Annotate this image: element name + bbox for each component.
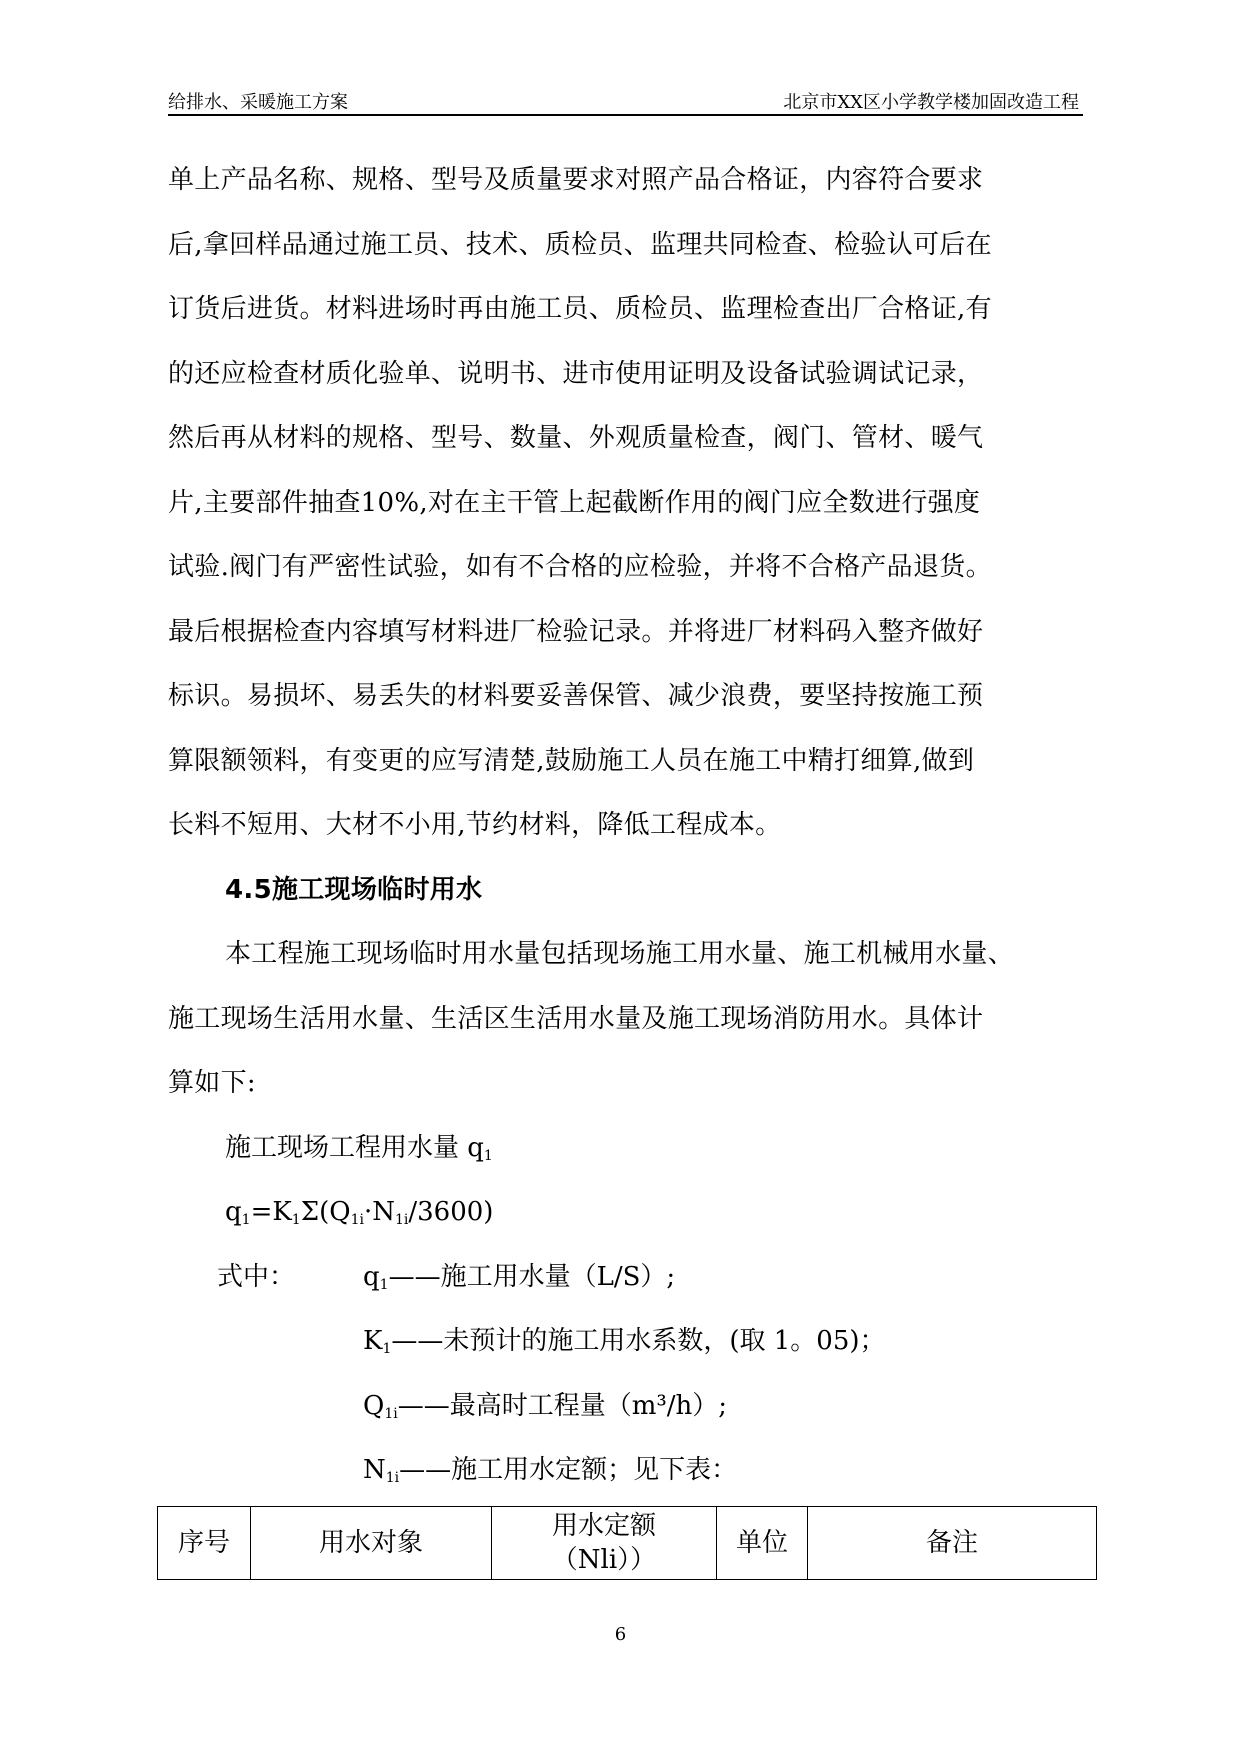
table-header-cell: 序号 [158, 1507, 251, 1580]
paragraph-line: 最后根据检查内容填写材料进厂检验记录。并将进厂材料码入整齐做好 [168, 616, 984, 647]
paragraph-line: 后,拿回样品通过施工员、技术、质检员、监理共同检查、检验认可后在 [168, 229, 992, 260]
formula-definition-n1i: $N_{1i}——$施工用水定额；见下表： [363, 1455, 738, 1486]
paragraph-line: 算限额领料，有变更的应写清楚,鼓励施工人员在施工中精打细算,做到 [168, 745, 975, 776]
paragraph-line: 的还应检查材质化验单、说明书、进市使用证明及设备试验调试记录， [168, 358, 984, 389]
paragraph-line: 标识。易损坏、易丢失的材料要妥善保管、减少浪费，要坚持按施工预 [168, 681, 984, 711]
formula-definition-q1i: $Q_{1i}——$最高时工程量（m³/h）; [363, 1390, 728, 1422]
formula-definition-k1: $K_1——$未预计的施工用水系数，(取 1。05)； [363, 1326, 886, 1357]
intro-line: 本工程施工现场临时用水量包括现场施工用水量、施工机械用水量、 [225, 939, 1015, 969]
paragraph-line: 片,主要部件抽查10%,对在主干管上起截断作用的阀门应全数进行强度 [168, 487, 981, 518]
section-heading: 4.5施工现场临时用水 [225, 874, 483, 905]
document-body [168, 160, 1083, 1515]
formula-definition-q1: 式中： $q_1——$施工用水量（L/S）; [168, 1257, 1083, 1322]
header-document-title: 给排水、采暖施工方案 [168, 92, 348, 113]
paragraph-line: 然后再从材料的规格、型号、数量、外观质量检查，阀门、管材、暖气 [168, 423, 984, 453]
paragraph-line: 单上产品名称、规格、型号及质量要求对照产品合格证，内容符合要求 [168, 165, 984, 195]
intro-line: 施工现场生活用水量、生活区生活用水量及施工现场消防用水。具体计 [168, 1003, 984, 1034]
table-header-cell: 用水定额 （Nli）） [492, 1507, 717, 1580]
paragraph-line: 订货后进货。材料进场时再由施工员、质检员、监理检查出厂合格证,有 [168, 294, 992, 324]
water-quota-table [157, 1506, 1097, 1580]
header-project-name: 北京市XX区小学教学楼加固改造工程 [783, 92, 1079, 113]
table-header-row [158, 1507, 1097, 1580]
table-header-cell: 单位 [717, 1507, 808, 1580]
intro-line: 算如下: [168, 1068, 256, 1098]
formula-equation: $q_1=K_1\Sigma(Q_{1i}\cdot N_{1i}/3600)$ [225, 1197, 494, 1228]
table-header-cell: 备注 [808, 1507, 1097, 1580]
table-header-cell: 用水对象 [251, 1507, 492, 1580]
formula-label: 式中： [217, 1261, 296, 1292]
page-number: 6 [614, 1624, 627, 1645]
page-header [168, 86, 1083, 116]
paragraph-line: 试验.阀门有严密性试验，如有不合格的应检验，并将不合格产品退货。 [168, 552, 992, 582]
formula-title: 施工现场工程用水量 $q_1$ [225, 1132, 493, 1164]
paragraph-line: 长料不短用、大材不小用,节约材料，降低工程成本。 [168, 810, 782, 840]
